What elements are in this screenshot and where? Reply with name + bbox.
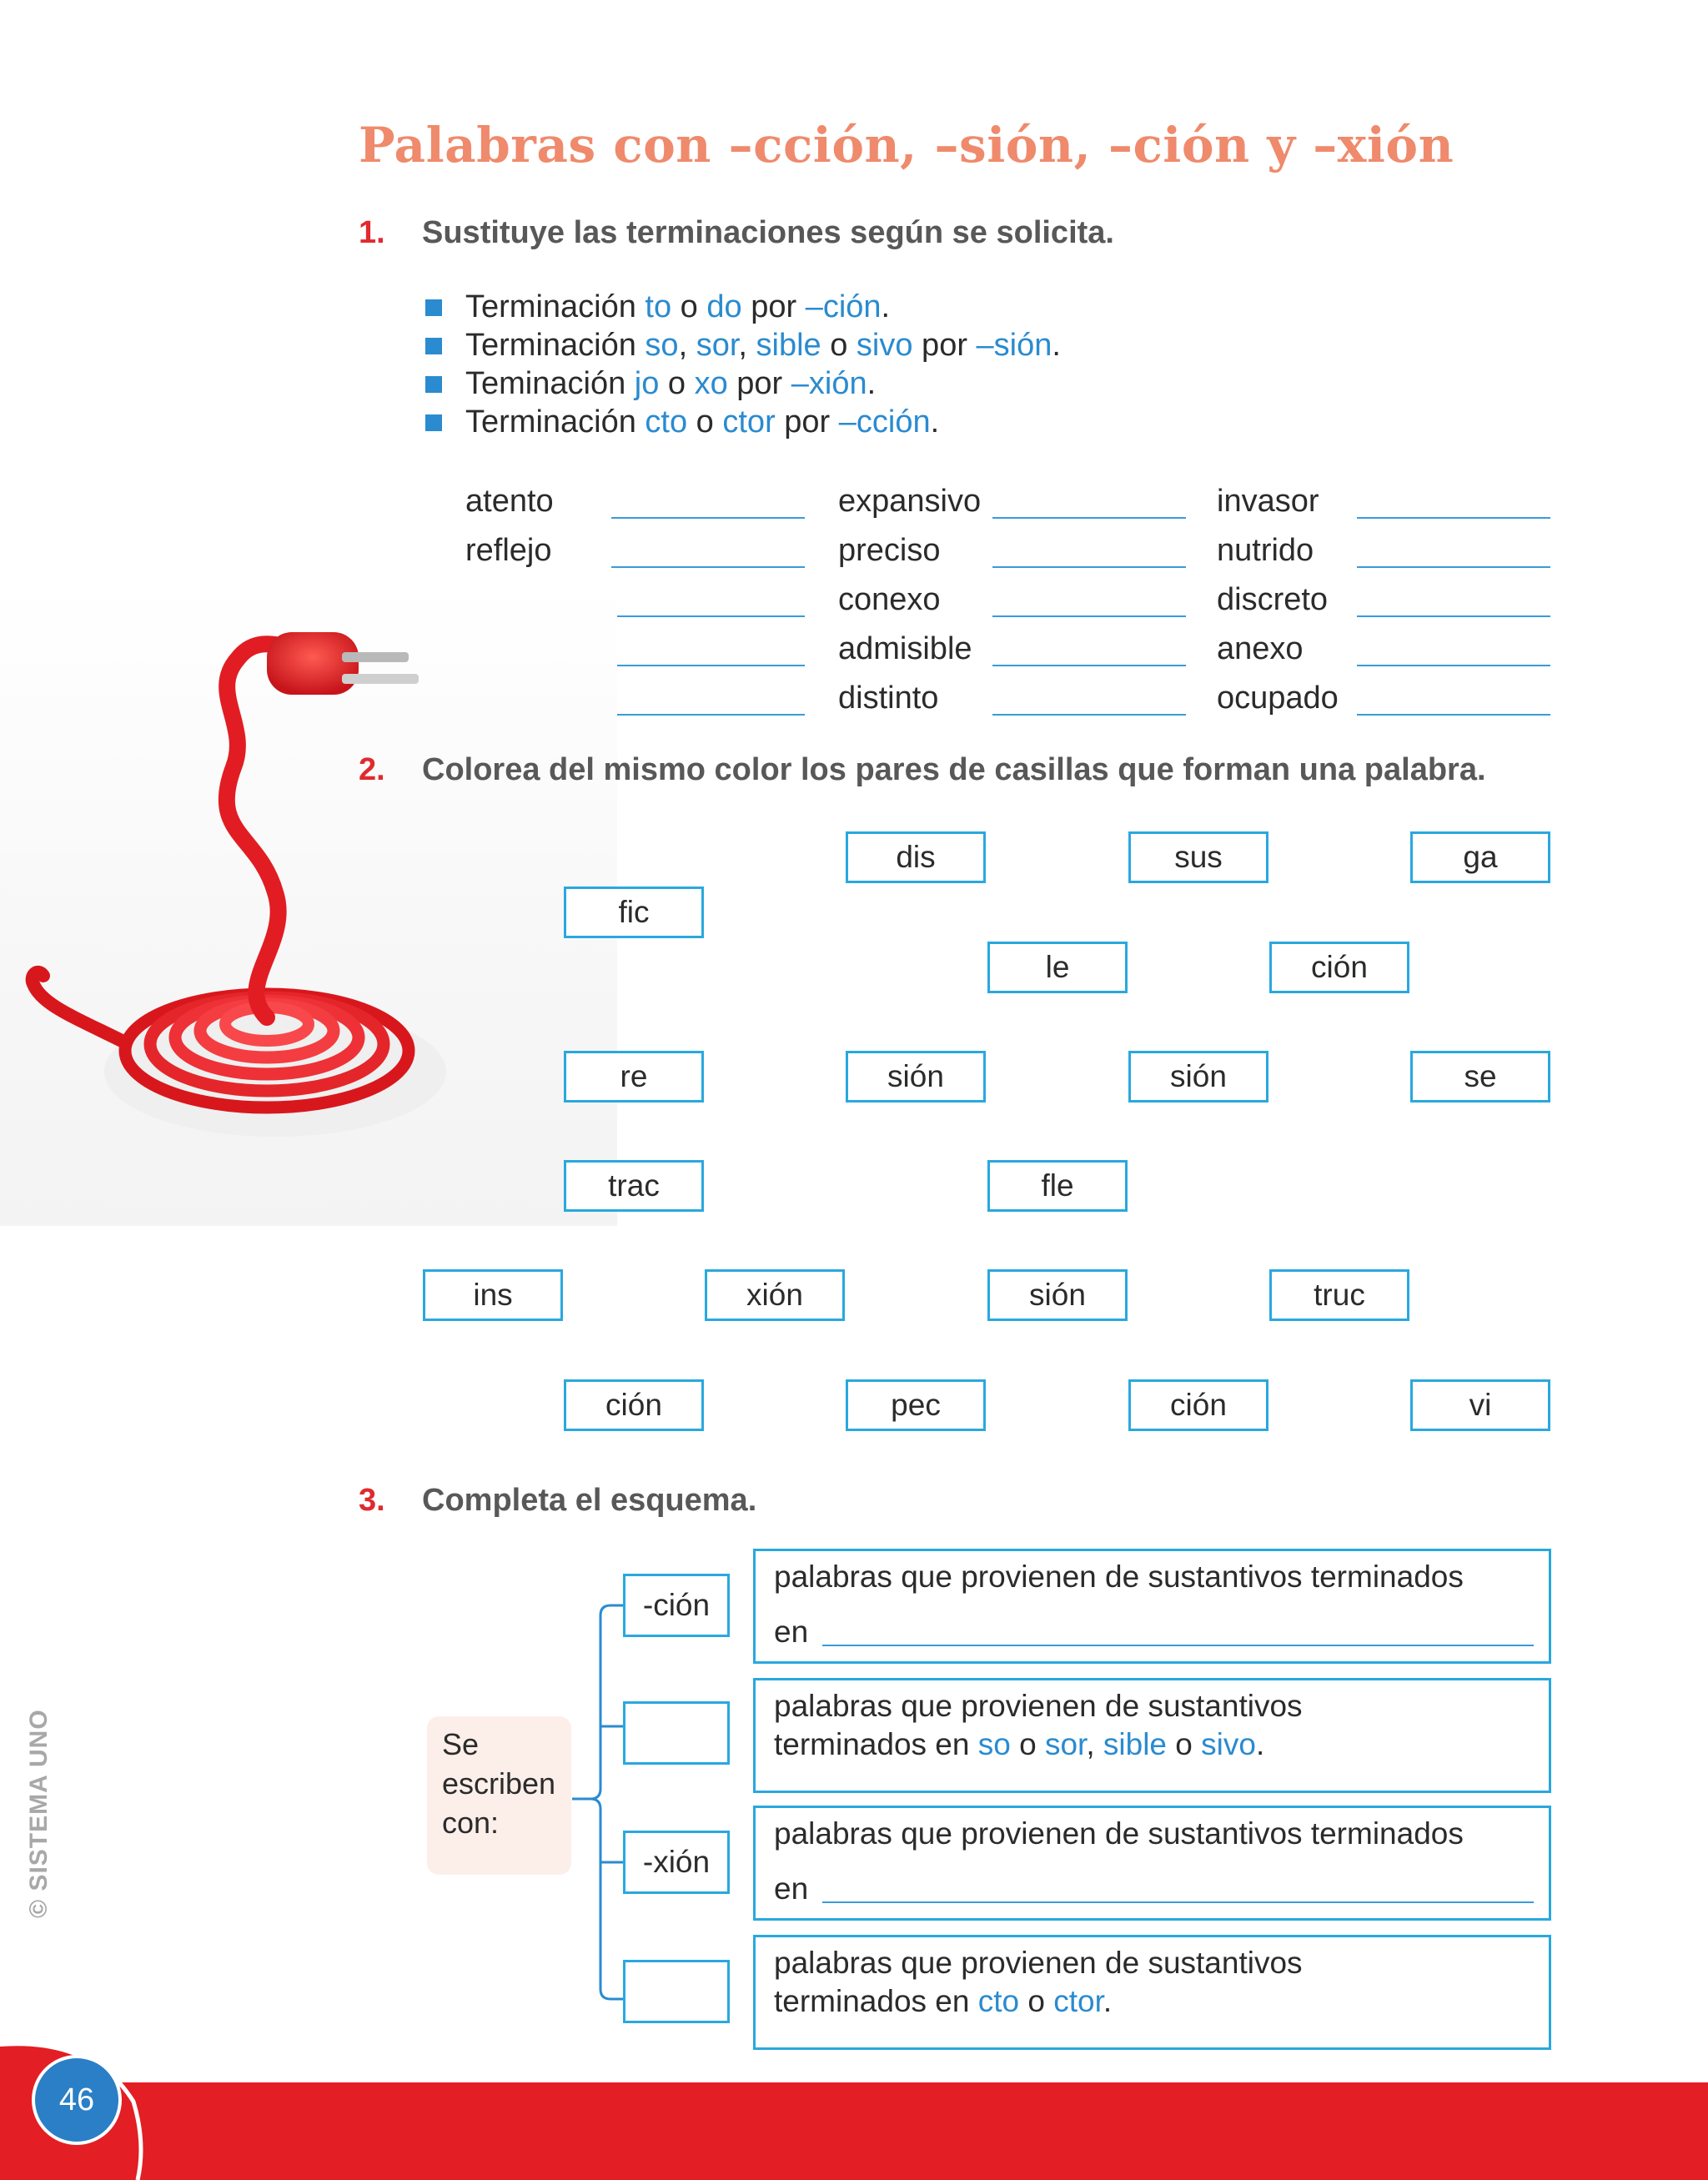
syllable-box[interactable]: sión bbox=[846, 1051, 986, 1103]
text-segment: por bbox=[912, 328, 977, 363]
syllable-box[interactable]: ción bbox=[1269, 942, 1409, 993]
termination-rules-list bbox=[425, 288, 1061, 441]
description-tail: en bbox=[774, 1871, 809, 1906]
text-segment: Terminación bbox=[465, 289, 646, 324]
highlighted-term: so bbox=[645, 328, 679, 363]
answer-blank[interactable] bbox=[822, 1645, 1534, 1646]
highlighted-term: –xión bbox=[791, 366, 867, 401]
highlighted-term: sor bbox=[1044, 1727, 1087, 1761]
section2-instruction: Colorea del mismo color los pares de casillas que forman una palabra. bbox=[422, 752, 1486, 787]
word: ocupado bbox=[1217, 681, 1339, 716]
answer-blank[interactable] bbox=[992, 714, 1186, 716]
section2-number: 2. bbox=[359, 752, 385, 787]
rule-item bbox=[425, 403, 1061, 441]
suffix-box-blank[interactable] bbox=[623, 1960, 730, 2023]
square-bullet-icon bbox=[425, 299, 442, 316]
rule-item bbox=[425, 288, 1061, 326]
syllable-box[interactable]: xión bbox=[705, 1269, 845, 1321]
highlighted-term: sible bbox=[756, 328, 821, 363]
section3-number: 3. bbox=[359, 1483, 385, 1518]
highlighted-term: sor bbox=[696, 328, 739, 363]
suffix-box-xion[interactable]: -xión bbox=[623, 1831, 730, 1894]
highlighted-term: –sión bbox=[976, 328, 1052, 363]
word: admisible bbox=[838, 631, 972, 666]
highlighted-term: ctor bbox=[722, 404, 776, 440]
answer-blank[interactable] bbox=[992, 615, 1186, 617]
syllable-box[interactable]: truc bbox=[1269, 1269, 1409, 1321]
highlighted-term: jo bbox=[634, 366, 660, 401]
text-segment: terminados en bbox=[774, 1727, 978, 1761]
syllable-box[interactable]: vi bbox=[1410, 1379, 1550, 1431]
highlighted-term: sible bbox=[1103, 1727, 1167, 1761]
description-text: palabras que provienen de sustantivos bbox=[774, 1689, 1303, 1723]
text-segment: por bbox=[741, 289, 806, 324]
section1-number: 1. bbox=[359, 215, 385, 250]
answer-blank[interactable] bbox=[1357, 615, 1550, 617]
word: reflejo bbox=[465, 533, 552, 568]
text-segment: o bbox=[1010, 1727, 1045, 1761]
page-title: Palabras con –cción, –sión, –ción y –xión bbox=[359, 117, 1454, 173]
word: discreto bbox=[1217, 582, 1329, 617]
highlighted-term: ctor bbox=[1053, 1984, 1103, 2018]
text-segment: o bbox=[687, 404, 723, 440]
text-segment: por bbox=[775, 404, 839, 440]
description-tail bbox=[774, 1982, 1549, 2021]
text-segment: , bbox=[678, 328, 696, 363]
copyright-text: © SISTEMA UNO bbox=[25, 1709, 53, 1918]
description-tail: en bbox=[774, 1615, 809, 1649]
rule-text bbox=[465, 288, 890, 326]
highlighted-term: so bbox=[977, 1727, 1011, 1761]
text-segment: Teminación bbox=[465, 366, 635, 401]
section3-instruction: Completa el esquema. bbox=[422, 1483, 757, 1518]
text-segment: o bbox=[671, 289, 707, 324]
text-segment: . bbox=[881, 289, 891, 324]
answer-blank[interactable] bbox=[1357, 665, 1550, 666]
syllable-box[interactable]: dis bbox=[846, 831, 986, 883]
word-column-2 bbox=[838, 477, 981, 723]
rule-text bbox=[465, 326, 1061, 364]
syllable-box[interactable]: fic bbox=[564, 887, 704, 938]
section1-instruction: Sustituye las terminaciones según se solicita. bbox=[422, 215, 1114, 250]
highlighted-term: –ción bbox=[805, 289, 882, 324]
suffix-box-cion[interactable]: -ción bbox=[623, 1574, 730, 1637]
text-segment: , bbox=[1086, 1727, 1103, 1761]
answer-blank[interactable] bbox=[1357, 566, 1550, 568]
syllable-box[interactable]: ga bbox=[1410, 831, 1550, 883]
answer-blank[interactable] bbox=[611, 714, 805, 716]
scheme-root-label: Se escriben con: bbox=[427, 1716, 571, 1875]
answer-blank[interactable] bbox=[611, 665, 805, 666]
syllable-box[interactable]: trac bbox=[564, 1160, 704, 1212]
rule-item bbox=[425, 326, 1061, 364]
page-number: 46 bbox=[35, 2058, 118, 2142]
syllable-box[interactable]: le bbox=[987, 942, 1128, 993]
description-box bbox=[753, 1678, 1551, 1793]
answer-blank[interactable] bbox=[1357, 517, 1550, 519]
syllable-box[interactable]: ción bbox=[1128, 1379, 1268, 1431]
syllable-box[interactable]: sión bbox=[987, 1269, 1128, 1321]
description-text: palabras que provienen de sustantivos bbox=[774, 1946, 1303, 1980]
description-box bbox=[753, 1806, 1551, 1921]
text-segment: . bbox=[1103, 1984, 1113, 2018]
footer-bar bbox=[0, 2082, 1708, 2180]
text-segment: por bbox=[727, 366, 791, 401]
word: preciso bbox=[838, 533, 941, 568]
suffix-box-blank[interactable] bbox=[623, 1701, 730, 1765]
word: anexo bbox=[1217, 631, 1304, 666]
highlighted-term: cto bbox=[645, 404, 688, 440]
description-tail bbox=[774, 1725, 1549, 1764]
text-segment: Terminación bbox=[465, 328, 646, 363]
word: distinto bbox=[838, 681, 939, 716]
text-segment: o bbox=[1167, 1727, 1202, 1761]
rule-text bbox=[465, 403, 939, 441]
syllable-box[interactable]: fle bbox=[987, 1160, 1128, 1212]
text-segment: . bbox=[1255, 1727, 1265, 1761]
text-segment: . bbox=[930, 404, 940, 440]
text-segment: terminados en bbox=[774, 1984, 978, 2018]
scheme-brace bbox=[567, 1580, 625, 2022]
word: atento bbox=[465, 484, 554, 519]
highlighted-term: sivo bbox=[856, 328, 913, 363]
syllable-box[interactable]: sus bbox=[1128, 831, 1268, 883]
word: expansivo bbox=[838, 484, 982, 519]
text-segment: . bbox=[1052, 328, 1061, 363]
description-text: palabras que provienen de sustantivos terminados bbox=[774, 1816, 1464, 1851]
syllable-box[interactable]: ins bbox=[423, 1269, 563, 1321]
answer-blank[interactable] bbox=[822, 1901, 1534, 1903]
answer-blank[interactable] bbox=[1357, 714, 1550, 716]
highlighted-term: –cción bbox=[838, 404, 931, 440]
syllable-box[interactable]: ción bbox=[564, 1379, 704, 1431]
text-segment: o bbox=[1019, 1984, 1054, 2018]
word: nutrido bbox=[1217, 533, 1314, 568]
rule-text bbox=[465, 364, 876, 403]
answer-blank[interactable] bbox=[992, 517, 1186, 519]
red-plug-icon bbox=[0, 584, 617, 1226]
rule-item bbox=[425, 364, 1061, 403]
text-segment: o bbox=[659, 366, 695, 401]
description-text: palabras que provienen de sustantivos terminados bbox=[774, 1560, 1464, 1594]
text-segment: o bbox=[821, 328, 857, 363]
answer-blank[interactable] bbox=[611, 566, 805, 568]
square-bullet-icon bbox=[425, 414, 442, 431]
highlighted-term: sivo bbox=[1201, 1727, 1256, 1761]
word: invasor bbox=[1217, 484, 1319, 519]
answer-blank[interactable] bbox=[611, 517, 805, 519]
answer-blank[interactable] bbox=[611, 615, 805, 617]
word-column-3 bbox=[1217, 477, 1339, 723]
plug-illustration bbox=[0, 584, 617, 1226]
text-segment: . bbox=[867, 366, 877, 401]
description-box bbox=[753, 1549, 1551, 1664]
square-bullet-icon bbox=[425, 376, 442, 393]
square-bullet-icon bbox=[425, 338, 442, 354]
highlighted-term: xo bbox=[694, 366, 728, 401]
text-segment: , bbox=[738, 328, 756, 363]
text-segment: Terminación bbox=[465, 404, 646, 440]
highlighted-term: do bbox=[706, 289, 742, 324]
answer-blank[interactable] bbox=[992, 566, 1186, 568]
syllable-box[interactable]: pec bbox=[846, 1379, 986, 1431]
syllable-box[interactable]: sión bbox=[1128, 1051, 1268, 1103]
highlighted-term: cto bbox=[977, 1984, 1020, 2018]
word: conexo bbox=[838, 582, 941, 617]
highlighted-term: to bbox=[645, 289, 672, 324]
description-box bbox=[753, 1935, 1551, 2050]
syllable-box[interactable]: se bbox=[1410, 1051, 1550, 1103]
syllable-box[interactable]: re bbox=[564, 1051, 704, 1103]
answer-blank[interactable] bbox=[992, 665, 1186, 666]
